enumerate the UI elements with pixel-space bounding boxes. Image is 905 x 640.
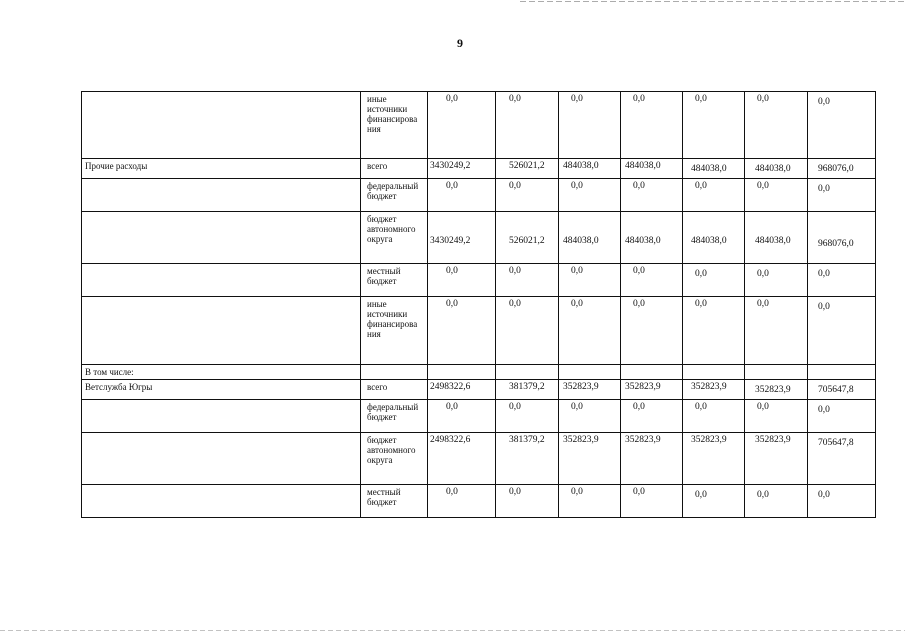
amount-cell: 484038,0: [745, 159, 808, 179]
amount-cell: 0,0: [808, 264, 876, 297]
empty-cell: [621, 365, 683, 380]
amount-cell: 0,0: [428, 297, 496, 365]
table-row: [82, 212, 876, 264]
amount-cell: 484038,0: [621, 159, 683, 179]
direction-name: Ветслужба Югры: [82, 380, 361, 400]
direction-name: [82, 433, 361, 485]
amount-cell: 968076,0: [808, 212, 876, 264]
amount-cell: 0,0: [745, 400, 808, 433]
amount-cell: 0,0: [559, 179, 621, 212]
finance-table: [81, 91, 876, 518]
amount-cell: 526021,2: [496, 159, 559, 179]
funding-source: федеральный бюджет: [361, 400, 428, 433]
amount-cell: 0,0: [808, 92, 876, 159]
amount-cell: 0,0: [745, 297, 808, 365]
amount-cell: 0,0: [496, 179, 559, 212]
table-row: [82, 92, 876, 159]
finance-table-body: [82, 92, 876, 518]
amount-cell: 352823,9: [621, 380, 683, 400]
table-row: [82, 380, 876, 400]
table-row: [82, 264, 876, 297]
amount-cell: 484038,0: [559, 159, 621, 179]
amount-cell: 0,0: [808, 297, 876, 365]
empty-cell: [559, 365, 621, 380]
amount-cell: 3430249,2: [428, 159, 496, 179]
empty-cell: [361, 365, 428, 380]
amount-cell: 0,0: [808, 485, 876, 518]
direction-name: [82, 179, 361, 212]
amount-cell: 0,0: [808, 400, 876, 433]
amount-cell: 484038,0: [683, 212, 745, 264]
funding-source: бюджет автономного округа: [361, 212, 428, 264]
funding-source: местный бюджет: [361, 485, 428, 518]
amount-cell: 0,0: [496, 400, 559, 433]
section-label: В том числе:: [82, 365, 361, 380]
page-number: 9: [457, 36, 463, 50]
amount-cell: 352823,9: [683, 380, 745, 400]
table-row: [82, 159, 876, 179]
amount-cell: 0,0: [559, 485, 621, 518]
amount-cell: 0,0: [559, 297, 621, 365]
amount-cell: 484038,0: [745, 212, 808, 264]
amount-cell: 0,0: [428, 400, 496, 433]
funding-source: всего: [361, 159, 428, 179]
amount-cell: 381379,2: [496, 433, 559, 485]
amount-cell: 484038,0: [683, 159, 745, 179]
amount-cell: 0,0: [496, 92, 559, 159]
table-row: [82, 365, 876, 380]
funding-source: федеральный бюджет: [361, 179, 428, 212]
amount-cell: 0,0: [428, 92, 496, 159]
direction-name: [82, 264, 361, 297]
amount-cell: 0,0: [683, 92, 745, 159]
amount-cell: 0,0: [559, 92, 621, 159]
funding-source: местный бюджет: [361, 264, 428, 297]
amount-cell: 0,0: [683, 297, 745, 365]
amount-cell: 0,0: [745, 485, 808, 518]
amount-cell: 0,0: [621, 400, 683, 433]
direction-name: [82, 400, 361, 433]
amount-cell: 352823,9: [745, 380, 808, 400]
amount-cell: 352823,9: [559, 380, 621, 400]
amount-cell: 526021,2: [496, 212, 559, 264]
direction-name: [82, 485, 361, 518]
funding-source: иные источники финансирова ния: [361, 297, 428, 365]
amount-cell: 0,0: [683, 400, 745, 433]
empty-cell: [745, 365, 808, 380]
table-row: [82, 433, 876, 485]
amount-cell: 0,0: [621, 264, 683, 297]
amount-cell: 0,0: [496, 297, 559, 365]
amount-cell: 0,0: [559, 400, 621, 433]
empty-cell: [683, 365, 745, 380]
amount-cell: 352823,9: [683, 433, 745, 485]
table-row: [82, 297, 876, 365]
amount-cell: 0,0: [621, 485, 683, 518]
amount-cell: 0,0: [496, 264, 559, 297]
amount-cell: 484038,0: [559, 212, 621, 264]
amount-cell: 0,0: [428, 264, 496, 297]
scan-artifact-top: [520, 1, 905, 2]
direction-name: Прочие расходы: [82, 159, 361, 179]
table-row: [82, 485, 876, 518]
table-row: [82, 400, 876, 433]
amount-cell: 0,0: [496, 485, 559, 518]
amount-cell: 352823,9: [745, 433, 808, 485]
direction-name: [82, 212, 361, 264]
amount-cell: 0,0: [621, 179, 683, 212]
amount-cell: 352823,9: [621, 433, 683, 485]
amount-cell: 0,0: [745, 92, 808, 159]
amount-cell: 0,0: [683, 485, 745, 518]
empty-cell: [808, 365, 876, 380]
amount-cell: 0,0: [428, 179, 496, 212]
amount-cell: 0,0: [428, 485, 496, 518]
amount-cell: 3430249,2: [428, 212, 496, 264]
amount-cell: 0,0: [683, 264, 745, 297]
amount-cell: 2498322,6: [428, 380, 496, 400]
amount-cell: 0,0: [621, 92, 683, 159]
funding-source: всего: [361, 380, 428, 400]
amount-cell: 381379,2: [496, 380, 559, 400]
amount-cell: 2498322,6: [428, 433, 496, 485]
funding-source: бюджет автономного округа: [361, 433, 428, 485]
amount-cell: 484038,0: [621, 212, 683, 264]
amount-cell: 0,0: [683, 179, 745, 212]
amount-cell: 705647,8: [808, 433, 876, 485]
amount-cell: 352823,9: [559, 433, 621, 485]
empty-cell: [496, 365, 559, 380]
direction-name: [82, 92, 361, 159]
table-row: [82, 179, 876, 212]
amount-cell: 0,0: [808, 179, 876, 212]
direction-name: [82, 297, 361, 365]
amount-cell: 968076,0: [808, 159, 876, 179]
funding-source: иные источники финансирова ния: [361, 92, 428, 159]
amount-cell: 0,0: [559, 264, 621, 297]
scan-artifact-bottom: [0, 630, 905, 631]
empty-cell: [428, 365, 496, 380]
amount-cell: 0,0: [745, 179, 808, 212]
amount-cell: 0,0: [621, 297, 683, 365]
amount-cell: 0,0: [745, 264, 808, 297]
amount-cell: 705647,8: [808, 380, 876, 400]
